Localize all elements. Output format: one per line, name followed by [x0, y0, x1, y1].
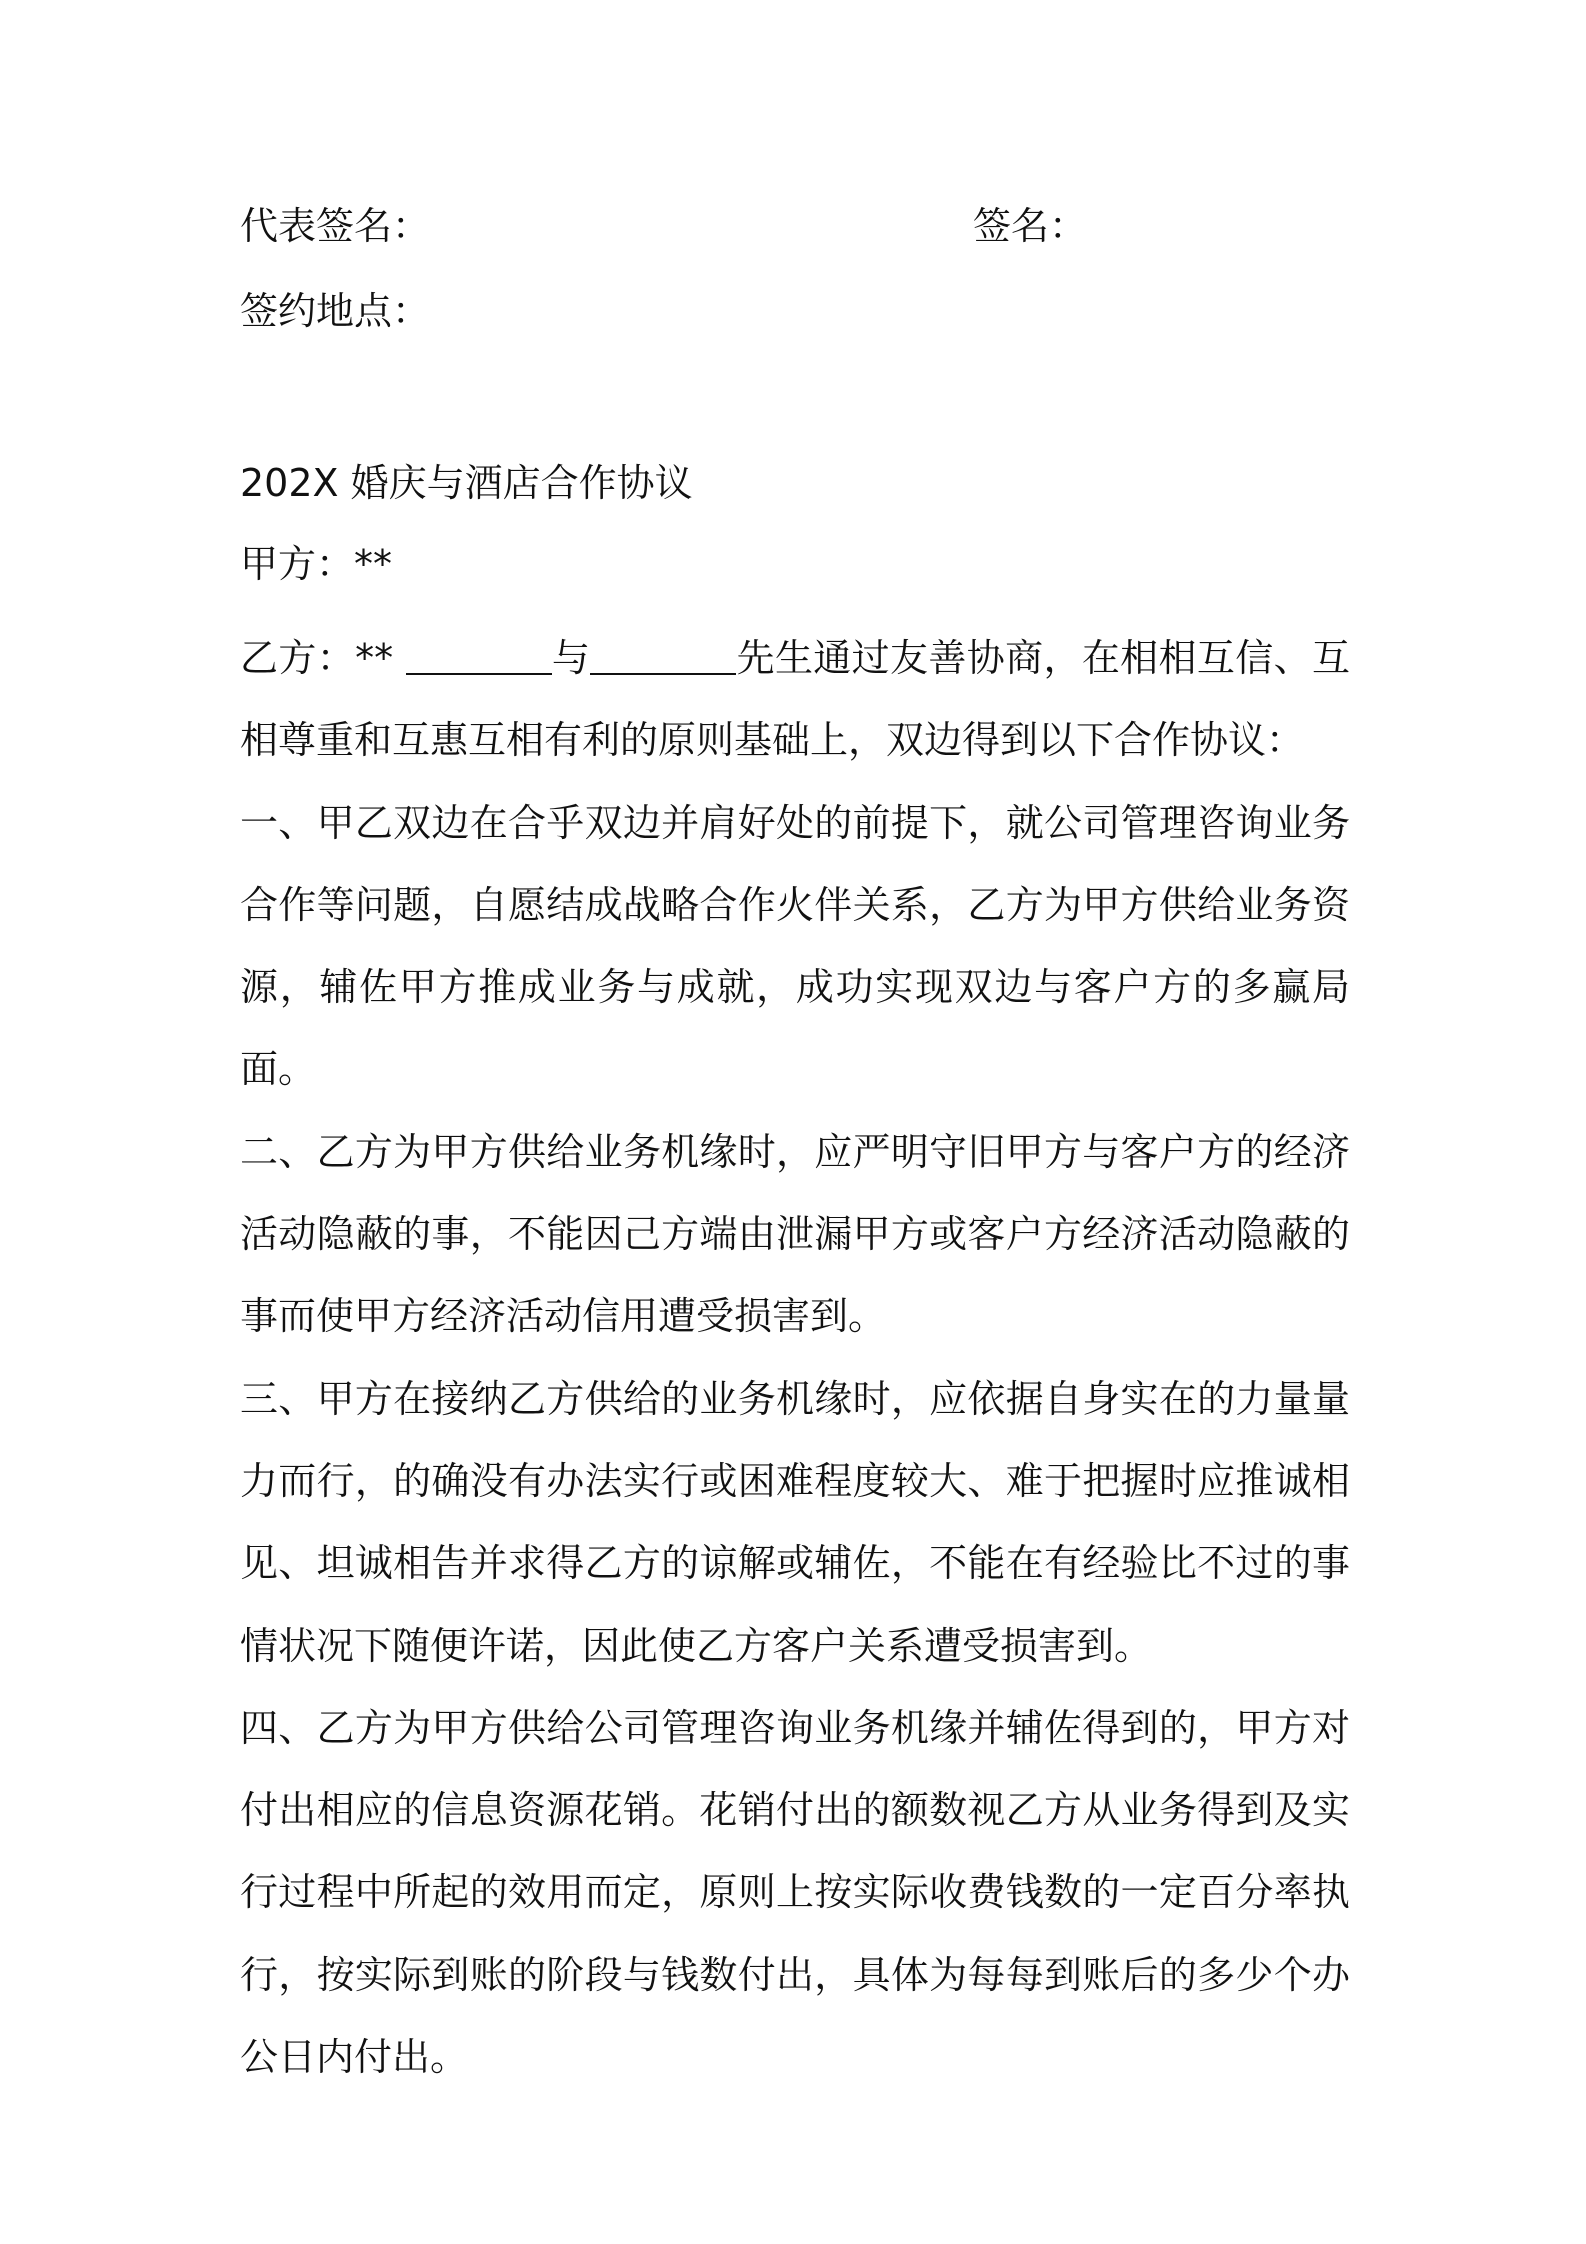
contract-body: [240, 617, 1350, 2098]
party-b-intro: 先生通过友善协商，在相相互信、互相尊重和互惠互相有利的原则基础上，双边得到以下合作协议：: [240, 636, 1350, 763]
party-b-paragraph: [240, 617, 1350, 782]
blank-line-1: [406, 672, 552, 675]
party-a-line: 甲方：**: [240, 542, 393, 586]
signing-place-label: 签约地点：: [240, 289, 431, 333]
clause-4: 四、乙方为甲方供给公司管理咨询业务机缘并辅佐得到的，甲方对付出相应的信息资源花销。花销付出的额数视乙方从业务得到及实行过程中所起的效用而定，原则上按实际收费钱数的一定百分率执行，按实际到账的阶段与钱数付出，具体为每每到账后的多少个办公日内付出。: [240, 1705, 1350, 2080]
contract-title: 202X 婚庆与酒店合作协议: [240, 461, 693, 505]
clause-1: 一、甲乙双边在合乎双边并肩好处的前提下，就公司管理咨询业务合作等问题，自愿结成战略合作火伴关系，乙方为甲方供给业务资源，辅佐甲方推成业务与成就，成功实现双边与客户方的多赢局面。: [240, 800, 1350, 1092]
representative-signature-label: 代表签名：: [240, 204, 431, 248]
clause-2: 二、乙方为甲方供给业务机缘时，应严明守旧甲方与客户方的经济活动隐蔽的事，不能因己方端由泄漏甲方或客户方经济活动隐蔽的事而使甲方经济活动信用遭受损害到。: [240, 1129, 1350, 1339]
clause-3: 三、甲方在接纳乙方供给的业务机缘时，应依据自身实在的力量量力而行，的确没有办法实行或困难程度较大、难于把握时应推诚相见、坦诚相告并求得乙方的谅解或辅佐，不能在有经验比不过的事情状况下随便许诺，因此使乙方客户关系遭受损害到。: [240, 1376, 1350, 1668]
party-b-prefix: 乙方：**: [240, 636, 406, 680]
party-b-and: 与: [551, 636, 591, 680]
signature-label: 签名：: [973, 204, 1088, 248]
blank-line-2: [590, 672, 736, 675]
